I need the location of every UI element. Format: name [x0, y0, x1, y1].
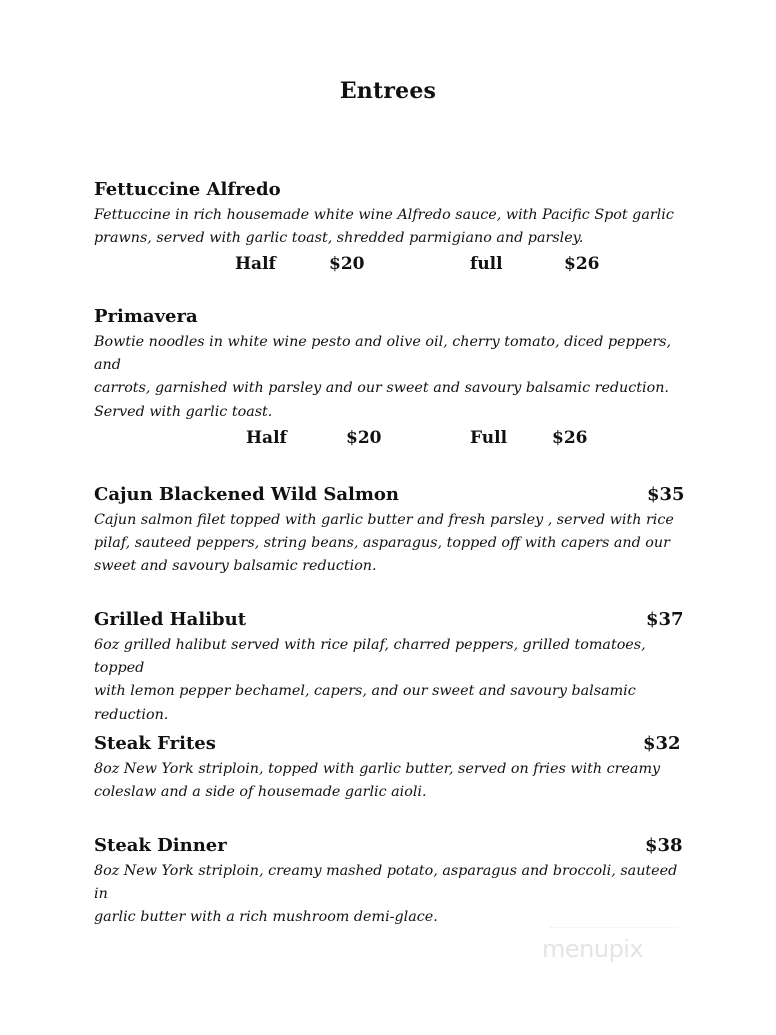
menu-item-header — [94, 607, 686, 633]
menu-item-steak-frites — [94, 731, 686, 804]
portion-half-label: Half — [235, 254, 276, 275]
menu-item-price: $38 — [645, 835, 683, 856]
menu-item-price: $32 — [643, 733, 681, 754]
menu-item-name: Steak Dinner — [94, 835, 227, 856]
portion-half-price: $20 — [346, 427, 382, 448]
menu-item-header — [94, 177, 686, 203]
menu-item-grilled-halibut — [94, 607, 686, 727]
menu-item-name: Steak Frites — [94, 733, 216, 754]
page-title: Entrees — [339, 78, 437, 104]
menu-item-steak-dinner — [94, 833, 686, 930]
menu-item-description: 8oz New York striploin, creamy mashed potato, asparagus and broccoli, sauteed in garlic butter with a rich mushroom demi-glace. — [94, 863, 678, 926]
menu-item-header — [94, 731, 686, 757]
portion-row — [94, 425, 686, 451]
portion-half-price: $20 — [329, 254, 365, 275]
menu-item-description: Bowtie noodles in white wine pesto and olive oil, cherry tomato, diced peppers, and carrots, garnished with parsley and our sweet and savoury balsamic reduction. Served with garlic toast. — [94, 334, 672, 420]
portion-half-label: Half — [246, 427, 287, 448]
menu-item-price: $37 — [646, 609, 684, 630]
menu-item-name: Primavera — [94, 306, 198, 327]
menu-item-price: $35 — [647, 484, 685, 505]
portion-full-price: $26 — [552, 427, 588, 448]
menu-item-name: Grilled Halibut — [94, 609, 247, 630]
menu-item-description: Cajun salmon filet topped with garlic butter and fresh parsley , served with rice pilaf, sauteed peppers, string beans, asparagus, topped off with capers and our sweet and savoury balsamic reduction. — [94, 512, 674, 575]
portion-row — [94, 251, 686, 277]
menu-item-header — [94, 482, 686, 508]
menu-item-cajun-salmon — [94, 482, 686, 579]
menu-item-name: Cajun Blackened Wild Salmon — [94, 484, 399, 505]
menu-item-fettuccine-alfredo — [94, 177, 686, 277]
menu-item-description: 6oz grilled halibut served with rice pilaf, charred peppers, grilled tomatoes, topped with lemon pepper bechamel, capers, and our sweet and savoury balsamic reduction. — [94, 637, 646, 723]
menu-item-header — [94, 833, 686, 859]
menu-item-primavera — [94, 304, 686, 451]
portion-full-label: full — [470, 254, 503, 275]
menu-item-description: Fettuccine in rich housemade white wine Alfredo sauce, with Pacific Spot garlic prawns, served with garlic toast, shredded parmigiano and parsley. — [94, 207, 674, 247]
menu-item-header — [94, 304, 686, 330]
portion-full-price: $26 — [564, 254, 600, 275]
menu-item-description: 8oz New York striploin, topped with garlic butter, served on fries with creamy coleslaw and a side of housemade garlic aioli. — [94, 761, 661, 801]
menu-item-name: Fettuccine Alfredo — [94, 179, 281, 200]
watermark-logo: menupix — [542, 935, 644, 963]
watermark-divider — [550, 927, 678, 928]
portion-full-label: Full — [470, 427, 508, 448]
